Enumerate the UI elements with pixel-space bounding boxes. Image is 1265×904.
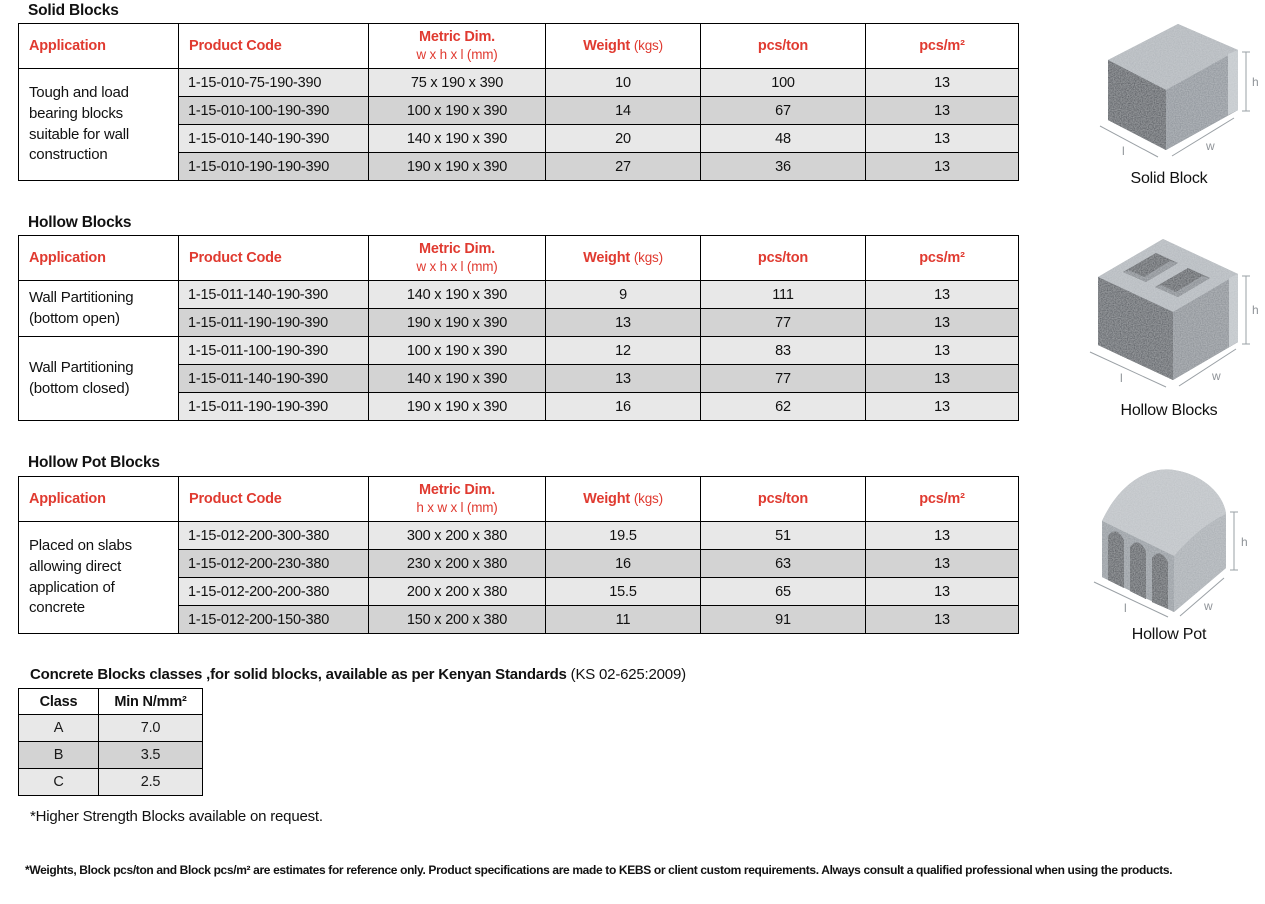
length-dim-label: l [1124,601,1127,615]
product-code-cell: 1-15-010-100-190-390 [179,97,369,125]
pcs-ton-header: pcs/ton [701,24,866,69]
weight-cell: 14 [546,97,701,125]
metric-dim-subheader: w x h x l (mm) [416,259,498,274]
weight-cell: 12 [546,337,701,365]
product-code-cell: 1-15-011-100-190-390 [179,337,369,365]
pcs-m2-cell: 13 [866,393,1019,421]
pcs-ton-cell: 36 [701,153,866,181]
pcs-m2-cell: 13 [866,281,1019,309]
weight-cell: 27 [546,153,701,181]
pcs-ton-cell: 65 [701,578,866,606]
weight-header: Weight (kgs) [546,236,701,281]
pcs-ton-cell: 77 [701,365,866,393]
weight-header: Weight (kgs) [546,477,701,522]
hollow-pot-caption: Hollow Pot [1131,626,1207,643]
weight-cell: 19.5 [546,522,701,550]
pcs-ton-cell: 100 [701,69,866,97]
table-header-row [19,24,1019,69]
hollow-blocks-caption: Hollow Blocks [1120,402,1218,419]
height-dim-label: h [1252,75,1259,89]
application-header: Application [19,477,179,522]
metric-dim-subheader: h x w x l (mm) [416,500,498,515]
footer-disclaimer: *Weights, Block pcs/ton and Block pcs/m² are estimates for reference only. Product specifications are made to KEBS or client custom requirements. Always consult a qualified professional when using the products. [25,863,1173,877]
pcs-m2-cell: 13 [866,125,1019,153]
pcs-m2-header: pcs/m² [866,236,1019,281]
metric-dim-cell: 100 x 190 x 390 [369,337,546,365]
pcs-m2-cell: 13 [866,522,1019,550]
pcs-ton-cell: 62 [701,393,866,421]
pcs-ton-cell: 63 [701,550,866,578]
product-code-cell: 1-15-010-140-190-390 [179,125,369,153]
product-code-header: Product Code [179,24,369,69]
table-header-row [19,477,1019,522]
pcs-ton-header: pcs/ton [701,236,866,281]
width-dim-label: w [1212,369,1221,383]
application-cell: Tough and load bearing blocks suitable for wall construction [19,69,179,181]
width-dim-label: w [1204,599,1213,613]
min-strength-header: Min N/mm² [99,689,203,715]
hollow-pot-blocks-table [18,476,1019,634]
metric-dim-cell: 190 x 190 x 390 [369,309,546,337]
product-code-cell: 1-15-011-190-190-390 [179,309,369,337]
metric-dim-header: Metric Dim. h x w x l (mm) [369,477,546,522]
weight-cell: 16 [546,550,701,578]
product-code-cell: 1-15-012-200-300-380 [179,522,369,550]
metric-dim-cell: 100 x 190 x 390 [369,97,546,125]
product-code-cell: 1-15-012-200-200-380 [179,578,369,606]
class-section-title [30,666,686,683]
class-header: Class [19,689,99,715]
table-row [19,281,1019,309]
table-row [19,337,1019,365]
application-cell: Wall Partitioning (bottom open) [19,281,179,337]
application-cell: Wall Partitioning (bottom closed) [19,337,179,421]
height-dim-label: h [1252,303,1259,317]
weight-unit: (kgs) [633,37,663,53]
product-code-cell: 1-15-012-200-150-380 [179,606,369,634]
min-strength-cell: 2.5 [99,769,203,796]
product-code-cell: 1-15-011-140-190-390 [179,281,369,309]
product-code-cell: 1-15-011-190-190-390 [179,393,369,421]
weight-cell: 15.5 [546,578,701,606]
width-dim-label: w [1206,139,1215,153]
application-header: Application [19,236,179,281]
higher-strength-note: *Higher Strength Blocks available on request. [30,808,323,825]
pcs-m2-header: pcs/m² [866,477,1019,522]
metric-dim-cell: 230 x 200 x 380 [369,550,546,578]
pcs-ton-cell: 67 [701,97,866,125]
solid-block-figure [1078,14,1260,188]
product-code-cell: 1-15-012-200-230-380 [179,550,369,578]
pcs-ton-cell: 48 [701,125,866,153]
weight-cell: 13 [546,309,701,337]
class-cell: B [19,742,99,769]
weight-cell: 20 [546,125,701,153]
table-header-row [19,236,1019,281]
metric-dim-header: Metric Dim. w x h x l (mm) [369,236,546,281]
hollow-pot-blocks-title: Hollow Pot Blocks [28,454,160,471]
solid-block-image [1078,14,1260,166]
height-dim-label: h [1241,535,1248,549]
pcs-ton-cell: 83 [701,337,866,365]
weight-cell: 16 [546,393,701,421]
product-code-cell: 1-15-011-140-190-390 [179,365,369,393]
hollow-blocks-figure [1078,222,1260,420]
class-table-row [19,769,203,796]
solid-blocks-table [18,23,1019,181]
metric-dim-cell: 140 x 190 x 390 [369,125,546,153]
pcs-m2-cell: 13 [866,69,1019,97]
hollow-blocks-title: Hollow Blocks [28,214,132,231]
metric-dim-cell: 200 x 200 x 380 [369,578,546,606]
weight-cell: 9 [546,281,701,309]
weight-cell: 11 [546,606,701,634]
metric-dim-header: Metric Dim. w x h x l (mm) [369,24,546,69]
metric-dim-cell: 75 x 190 x 390 [369,69,546,97]
product-code-cell: 1-15-010-190-190-390 [179,153,369,181]
weight-cell: 13 [546,365,701,393]
class-cell: C [19,769,99,796]
min-strength-cell: 7.0 [99,715,203,742]
table-row [19,69,1019,97]
metric-dim-subheader: w x h x l (mm) [416,47,498,62]
metric-dim-cell: 190 x 190 x 390 [369,393,546,421]
class-title-standard: (KS 02-625:2009) [566,666,686,683]
metric-dim-cell: 190 x 190 x 390 [369,153,546,181]
pcs-m2-cell: 13 [866,97,1019,125]
class-cell: A [19,715,99,742]
product-code-cell: 1-15-010-75-190-390 [179,69,369,97]
hollow-blocks-table [18,235,1019,421]
solid-blocks-title: Solid Blocks [28,2,119,19]
length-dim-label: l [1122,144,1125,158]
class-table [18,688,203,796]
pcs-ton-cell: 91 [701,606,866,634]
pcs-m2-cell: 13 [866,309,1019,337]
pcs-ton-cell: 51 [701,522,866,550]
metric-dim-cell: 140 x 190 x 390 [369,365,546,393]
weight-cell: 10 [546,69,701,97]
pcs-m2-cell: 13 [866,153,1019,181]
metric-dim-cell: 300 x 200 x 380 [369,522,546,550]
length-dim-label: l [1120,371,1123,385]
weight-header: Weight (kgs) [546,24,701,69]
solid-block-caption: Solid Block [1130,170,1208,187]
product-code-header: Product Code [179,477,369,522]
class-table-row [19,742,203,769]
weight-unit: (kgs) [633,490,663,506]
product-code-header: Product Code [179,236,369,281]
pcs-ton-cell: 111 [701,281,866,309]
table-row [19,522,1019,550]
pcs-ton-cell: 77 [701,309,866,337]
pcs-m2-cell: 13 [866,365,1019,393]
pcs-m2-cell: 13 [866,550,1019,578]
pcs-ton-header: pcs/ton [701,477,866,522]
min-strength-cell: 3.5 [99,742,203,769]
class-header-row [19,689,203,715]
class-table-row [19,715,203,742]
hollow-pot-figure [1078,416,1260,644]
pcs-m2-cell: 13 [866,337,1019,365]
metric-dim-cell: 150 x 200 x 380 [369,606,546,634]
application-cell: Placed on slabs allowing direct application of concrete [19,522,179,634]
application-header: Application [19,24,179,69]
pcs-m2-cell: 13 [866,578,1019,606]
class-title-bold: Concrete Blocks classes ,for solid blocks, available as per Kenyan Standards [30,666,567,683]
pcs-m2-header: pcs/m² [866,24,1019,69]
hollow-pot-image [1078,416,1260,622]
weight-unit: (kgs) [633,249,663,265]
hollow-blocks-image [1078,222,1260,398]
pcs-m2-cell: 13 [866,606,1019,634]
metric-dim-cell: 140 x 190 x 390 [369,281,546,309]
